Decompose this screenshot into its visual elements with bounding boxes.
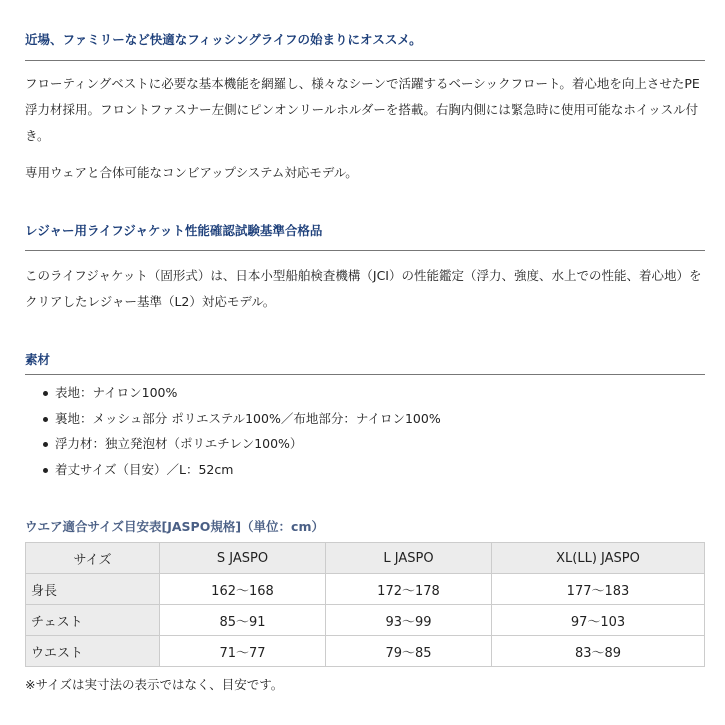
section-heading-materials: 素材: [25, 352, 51, 367]
size-table-title: ウエア適合サイズ目安表[JASPO規格]（単位：cm）: [25, 519, 324, 534]
table-header: サイズ: [26, 543, 160, 574]
table-header: S JASPO: [160, 543, 326, 574]
table-cell: 79～85: [326, 636, 492, 667]
table-cell: 83～89: [492, 636, 705, 667]
list-item: 着丈サイズ（目安）／L：52cm: [43, 457, 441, 483]
row-header: 身長: [26, 574, 160, 605]
table-row: [26, 636, 705, 667]
section-heading-certification: レジャー用ライフジャケット性能確認試験基準合格品: [25, 223, 323, 238]
size-note: ※サイズは実寸法の表示ではなく、目安です。: [25, 677, 284, 692]
list-item: 浮力材：独立発泡材（ポリエチレン100%）: [43, 431, 441, 457]
table-cell: 162～168: [160, 574, 326, 605]
table-cell: 177～183: [492, 574, 705, 605]
intro-paragraph: フローティングベストに必要な基本機能を網羅し、様々なシーンで活躍するベーシックフロート。着心地を向上させたPE浮力材採用。フロントファスナー左側にピンオンリールホルダーを搭載。右胸内側には緊急時に使用可能なホイッスル付き。: [25, 76, 700, 143]
list-item: 裏地：メッシュ部分 ポリエステル100%／布地部分：ナイロン100%: [43, 406, 441, 432]
list-item: 表地：ナイロン100%: [43, 380, 441, 406]
divider: [25, 374, 705, 375]
section-heading-intro: 近場、ファミリーなど快適なフィッシングライフの始まりにオススメ。: [25, 32, 422, 47]
divider: [25, 250, 705, 251]
table-cell: 85～91: [160, 605, 326, 636]
table-row: [26, 605, 705, 636]
table-row: [26, 574, 705, 605]
row-header: チェスト: [26, 605, 160, 636]
table-cell: 172～178: [326, 574, 492, 605]
table-header: XL(LL) JASPO: [492, 543, 705, 574]
table-cell: 93～99: [326, 605, 492, 636]
divider: [25, 60, 705, 61]
certification-paragraph: このライフジャケット（固形式）は、日本小型船舶検査機構（JCI）の性能鑑定（浮力、強度、水上での性能、着心地）をクリアしたレジャー基準（L2）対応モデル。: [25, 268, 702, 309]
materials-list: [25, 380, 441, 482]
table-cell: 71～77: [160, 636, 326, 667]
combi-up-paragraph: 専用ウェアと合体可能なコンビアップシステム対応モデル。: [25, 165, 358, 180]
table-header: L JASPO: [326, 543, 492, 574]
table-cell: 97～103: [492, 605, 705, 636]
size-table: [25, 542, 705, 667]
table-header-row: [26, 543, 705, 574]
row-header: ウエスト: [26, 636, 160, 667]
